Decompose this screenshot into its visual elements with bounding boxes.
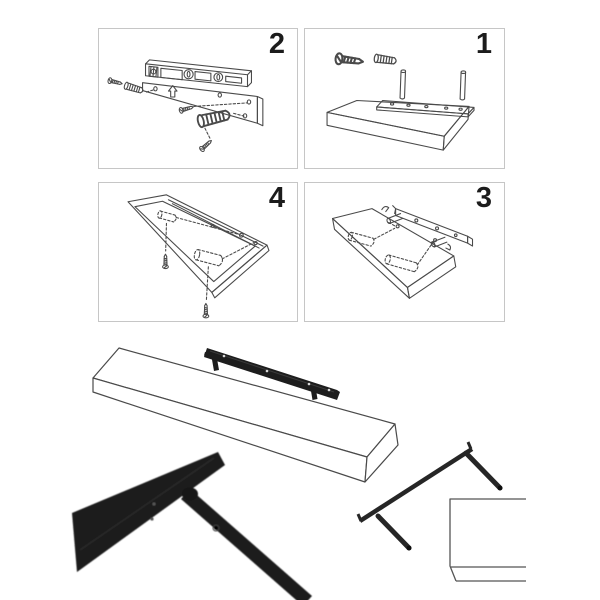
plate-hole <box>152 502 155 505</box>
plate-hole <box>150 517 153 520</box>
step-2-illustration <box>99 29 297 168</box>
shelf-corner-outline-figure <box>450 499 526 581</box>
spirit-level-on-rail <box>146 60 252 87</box>
step-number: 3 <box>475 182 492 214</box>
clip-icon <box>446 244 451 250</box>
hidden-channels <box>347 222 434 271</box>
wall-rail-with-rods <box>382 206 473 250</box>
shelf-underside-tray <box>128 195 269 298</box>
step-number: 2 <box>268 28 285 60</box>
weld-joint <box>182 488 198 501</box>
instruction-panel-step-3 <box>304 182 505 322</box>
shelf-end-face <box>365 424 398 482</box>
instruction-panel-step-4 <box>98 182 298 322</box>
anchors-and-screws <box>107 77 246 152</box>
step-4-illustration <box>99 183 297 321</box>
step-number: 4 <box>268 182 285 214</box>
rod-hole <box>214 526 218 530</box>
assembled-shelf-figure <box>93 348 398 482</box>
instruction-panel-step-1 <box>304 28 505 169</box>
bracket-plate-with-rods <box>377 70 474 117</box>
step-number: 1 <box>475 28 492 60</box>
up-arrow-icon <box>168 86 177 97</box>
guide-dashes <box>147 90 247 139</box>
instruction-panel-step-2 <box>98 28 298 169</box>
hidden-anchors <box>157 211 253 301</box>
shelf-front-face <box>93 378 367 482</box>
step-3-illustration <box>305 183 504 321</box>
shelf-top-face <box>93 348 395 457</box>
step-1-illustration <box>305 29 504 168</box>
bracket-photo-figure <box>72 452 312 600</box>
mounting-rail <box>204 348 340 400</box>
clip-icon <box>382 207 389 212</box>
bracket-drawing-figure <box>358 442 503 551</box>
screw-and-anchor <box>335 53 397 67</box>
